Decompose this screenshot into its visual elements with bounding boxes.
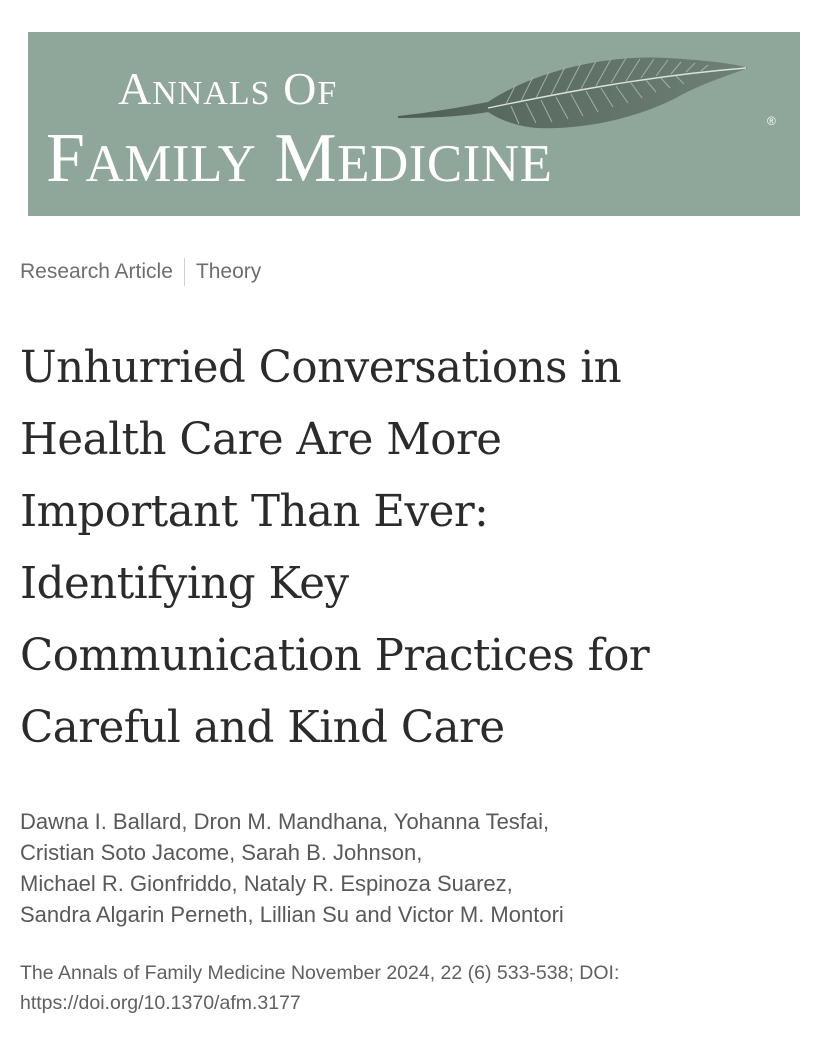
meta-divider bbox=[184, 258, 185, 286]
author-line: Cristian Soto Jacome, Sarah B. Johnson, bbox=[20, 840, 423, 865]
title-line: Communication Practices for bbox=[20, 631, 650, 681]
article-title bbox=[20, 332, 810, 764]
author-line: Dawna I. Ballard, Dron M. Mandhana, Yohanna Tesfai, bbox=[20, 809, 550, 834]
article-meta bbox=[20, 258, 261, 286]
masthead-line-2: FAMILY MEDICINE bbox=[46, 120, 553, 197]
author-line: Sandra Algarin Perneth, Lillian Su and Victor M. Montori bbox=[20, 902, 564, 927]
citation bbox=[20, 958, 820, 1018]
article-category[interactable]: Theory bbox=[195, 260, 262, 283]
citation-line: The Annals of Family Medicine November 2024, 22 (6) 533-538; DOI: bbox=[20, 962, 620, 984]
journal-banner[interactable] bbox=[28, 32, 800, 216]
registered-mark: ® bbox=[767, 114, 776, 128]
masthead-line-1: ANNALS OF bbox=[118, 63, 338, 114]
title-line: Unhurried Conversations in bbox=[20, 343, 622, 393]
title-line: Important Than Ever: bbox=[20, 487, 489, 537]
title-line: Health Care Are More bbox=[20, 415, 502, 465]
author-list bbox=[20, 806, 820, 930]
doi-link[interactable]: https://doi.org/10.1370/afm.3177 bbox=[20, 992, 301, 1014]
author-line: Michael R. Gionfriddo, Nataly R. Espinoza Suarez, bbox=[20, 871, 513, 896]
article-type[interactable]: Research Article bbox=[20, 260, 173, 283]
title-line: Identifying Key bbox=[20, 559, 349, 609]
title-line: Careful and Kind Care bbox=[20, 703, 505, 753]
